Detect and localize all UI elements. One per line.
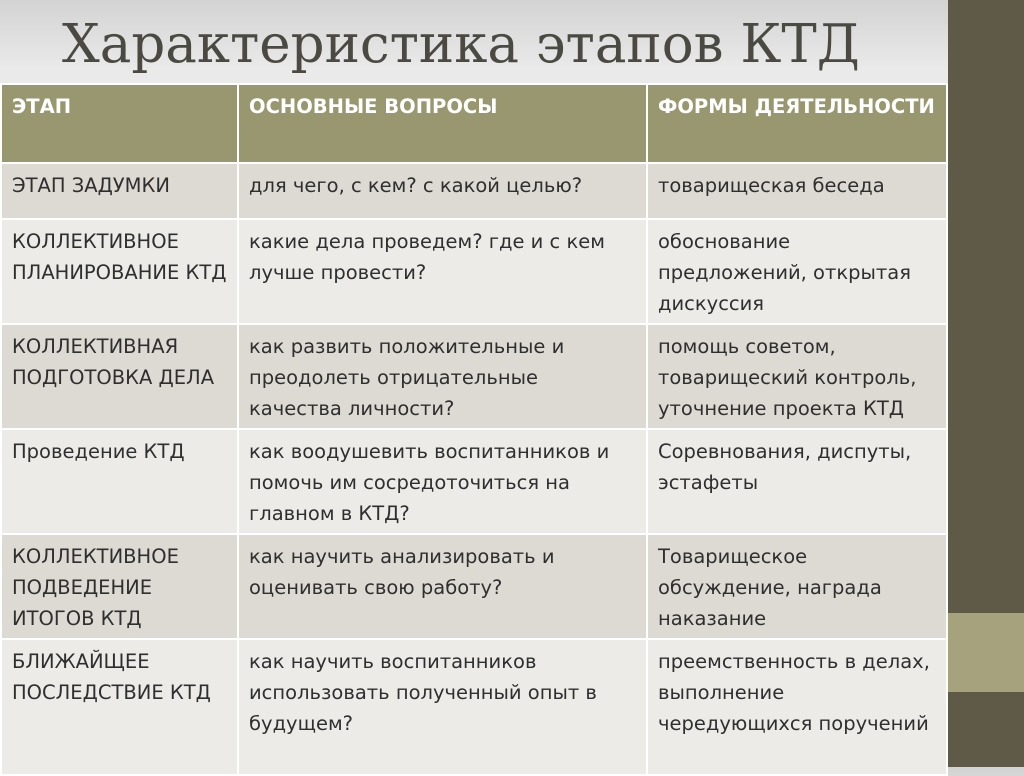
stage-cell: КОЛЛЕКТИВНОЕ ПОДВЕДЕНИЕ ИТОГОВ КТД (1, 534, 238, 639)
questions-cell: как воодушевить воспитанников и помочь им сосредоточиться на главном в КТД? (238, 429, 647, 534)
table-row (1, 639, 947, 775)
table-row (1, 429, 947, 534)
forms-cell: товарищеская беседа (647, 163, 947, 219)
table-header-row (1, 84, 947, 163)
forms-cell: обоснование предложений, открытая дискуссия (647, 219, 947, 324)
forms-cell: Товарищеское обсуждение, награда наказание (647, 534, 947, 639)
stage-cell: ЭТАП ЗАДУМКИ (1, 163, 238, 219)
questions-cell: какие дела проведем? где и с кем лучше провести? (238, 219, 647, 324)
table-row (1, 219, 947, 324)
forms-cell: преемственность в делах, выполнение чередующихся поручений (647, 639, 947, 775)
forms-cell: помощь советом, товарищеский контроль, уточнение проекта КТД (647, 324, 947, 429)
header-stage: ЭТАП (1, 84, 238, 163)
questions-cell: для чего, с кем? с какой целью? (238, 163, 647, 219)
decorative-sidebar (948, 0, 1024, 767)
questions-cell: как научить воспитанников использовать полученный опыт в будущем? (238, 639, 647, 775)
sidebar-accent-block (948, 613, 1024, 692)
table-row (1, 324, 947, 429)
questions-cell: как научить анализировать и оценивать свою работу? (238, 534, 647, 639)
forms-cell: Соревнования, диспуты, эстафеты (647, 429, 947, 534)
header-questions: ОСНОВНЫЕ ВОПРОСЫ (238, 84, 647, 163)
stage-cell: КОЛЛЕКТИВНАЯ ПОДГОТОВКА ДЕЛА (1, 324, 238, 429)
table-row (1, 163, 947, 219)
ktd-stages-table (0, 83, 948, 776)
stage-cell: КОЛЛЕКТИВНОЕ ПЛАНИРОВАНИЕ КТД (1, 219, 238, 324)
stage-cell: БЛИЖАЙЩЕЕ ПОСЛЕДСТВИЕ КТД (1, 639, 238, 775)
page-title: Характеристика этапов КТД (62, 14, 860, 75)
header-forms: ФОРМЫ ДЕЯТЕЛЬНОСТИ (647, 84, 947, 163)
table-row (1, 534, 947, 639)
stage-cell: Проведение КТД (1, 429, 238, 534)
questions-cell: как развить положительные и преодолеть отрицательные качества личности? (238, 324, 647, 429)
